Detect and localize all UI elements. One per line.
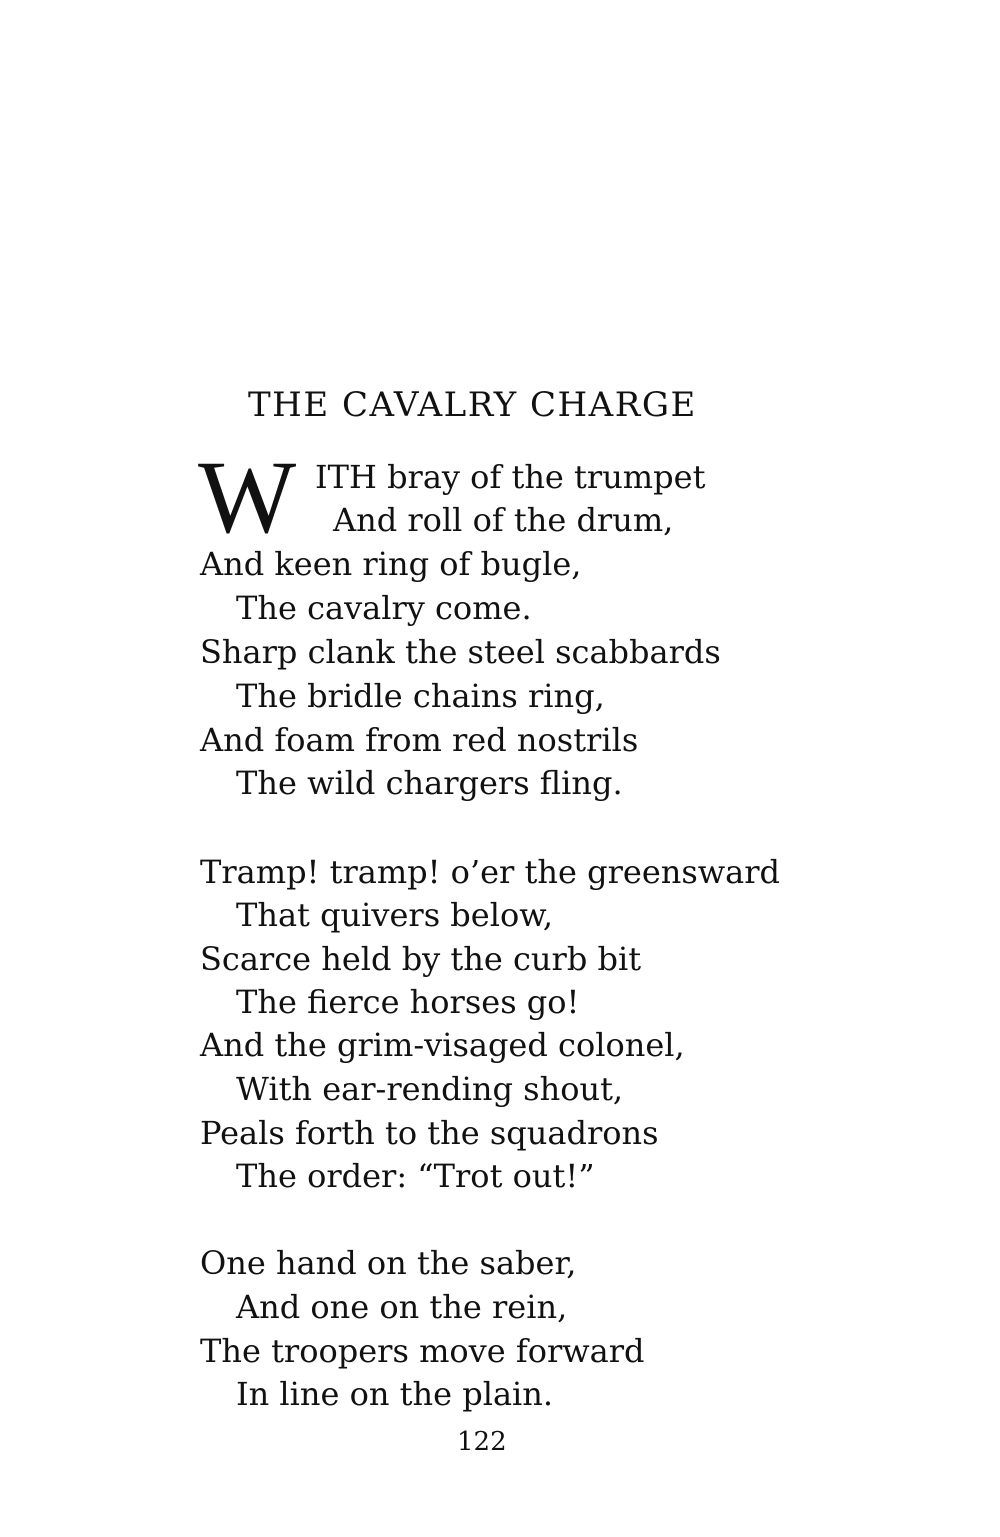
poem-line: Scarce held by the curb bit <box>200 940 642 978</box>
poem-line: And one on the rein, <box>236 1288 568 1326</box>
poem-line: The wild chargers fling. <box>236 764 623 802</box>
poem-line: The fierce horses go! <box>236 983 580 1021</box>
poem-line: That quivers below, <box>236 896 553 934</box>
poem-line: And roll of the drum, <box>333 501 674 539</box>
poem-line: Peals forth to the squadrons <box>200 1114 659 1152</box>
poem-line: And foam from red nostrils <box>200 721 639 759</box>
poem-line: In line on the plain. <box>236 1375 554 1413</box>
poem-line: The bridle chains ring, <box>236 677 605 715</box>
poem-line: The order: “Trot out!” <box>236 1157 595 1195</box>
poem-line: The cavalry come. <box>236 589 532 627</box>
poem-title: THE CAVALRY CHARGE <box>248 385 697 425</box>
poem-line: With ear-rending shout, <box>236 1070 624 1108</box>
page-number: 122 <box>457 1427 507 1457</box>
drop-cap: W <box>198 440 297 555</box>
poem-line: And keen ring of bugle, <box>200 545 582 583</box>
poem-line: Tramp! tramp! o’er the greensward <box>200 853 781 891</box>
poem-line: And the grim-visaged colonel, <box>200 1026 685 1064</box>
poem-line: One hand on the saber, <box>200 1244 577 1282</box>
poem-line: The troopers move forward <box>200 1332 645 1370</box>
poem-line: Sharp clank the steel scabbards <box>200 633 721 671</box>
poem-line: ITH bray of the trumpet <box>315 458 706 496</box>
